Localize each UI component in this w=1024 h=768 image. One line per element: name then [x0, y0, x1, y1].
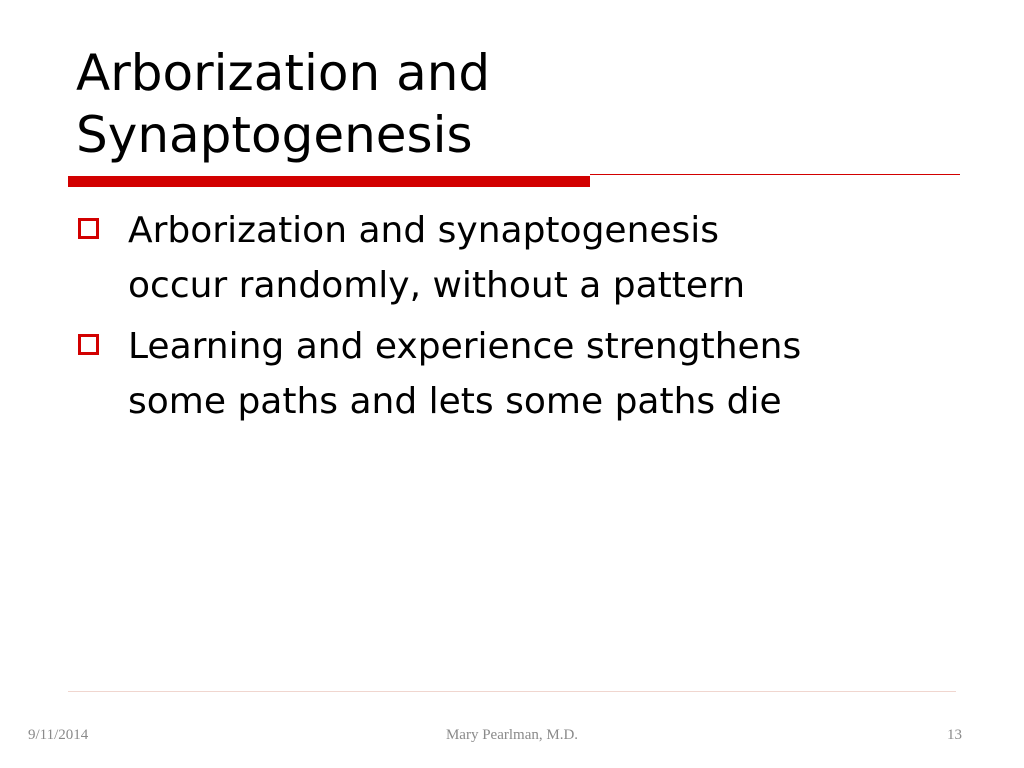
- bullet-text-line-2: occur randomly, without a pattern: [128, 265, 746, 306]
- hollow-square-bullet-icon: [78, 218, 99, 239]
- bullet-item: [78, 203, 958, 313]
- footer-date: 9/11/2014: [28, 727, 89, 743]
- slide-title-line-2: Synaptogenesis: [76, 106, 473, 164]
- bullet-text-line-1: Learning and experience strengthens: [128, 326, 802, 367]
- bullet-list: [78, 203, 958, 435]
- bullet-text-line-1: Arborization and synaptogenesis: [128, 210, 720, 251]
- bullet-item: [78, 319, 958, 429]
- bullet-text-line-2: some paths and lets some paths die: [128, 381, 782, 422]
- footer-divider: [68, 691, 956, 692]
- footer-author: Mary Pearlman, M.D.: [445, 727, 579, 743]
- title-underline-thin: [590, 174, 960, 175]
- slide-number: 13: [947, 727, 962, 743]
- hollow-square-bullet-icon: [78, 334, 99, 355]
- title-underline-thick: [68, 176, 590, 187]
- slide-title-line-1: Arborization and: [76, 44, 491, 102]
- slide-title: [76, 42, 956, 166]
